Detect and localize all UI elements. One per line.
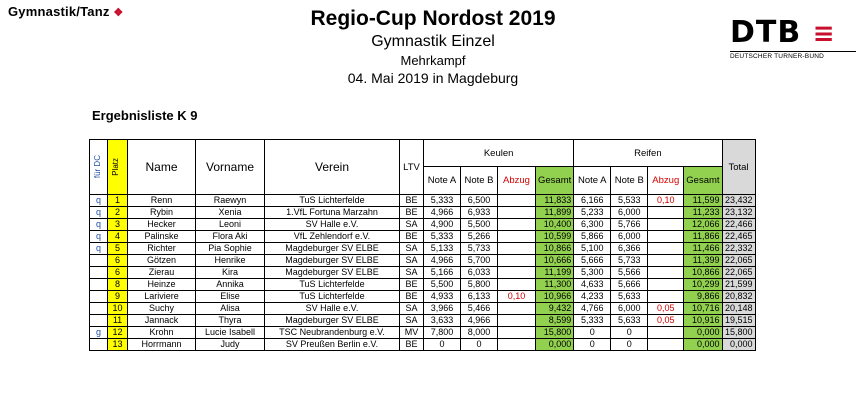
cell-k-abz — [498, 243, 536, 255]
cell-k-ges: 11,199 — [536, 267, 574, 279]
cell-dc: q — [90, 219, 108, 231]
dtb-logo-tagline: DEUTSCHER TURNER-BUND — [730, 51, 856, 60]
cell-k-b: 5,733 — [461, 243, 498, 255]
cell-k-abz — [498, 267, 536, 279]
cell-k-b: 6,133 — [461, 291, 498, 303]
col-header-verein: Verein — [265, 140, 400, 195]
cell-r-a: 5,233 — [574, 207, 611, 219]
cell-k-abz — [498, 303, 536, 315]
cell-k-abz — [498, 219, 536, 231]
cell-total: 21,599 — [722, 279, 755, 291]
cell-r-ges: 11,233 — [684, 207, 722, 219]
cell-k-a: 5,333 — [424, 195, 461, 207]
cell-k-a: 5,166 — [424, 267, 461, 279]
cell-r-abz — [648, 219, 684, 231]
cell-platz: 11 — [108, 315, 128, 327]
cell-k-b: 0 — [461, 339, 498, 351]
cell-total: 15,800 — [722, 327, 755, 339]
col-header-keulen: Keulen — [424, 140, 574, 167]
cell-name: Hecker — [128, 219, 196, 231]
cell-k-b: 5,500 — [461, 219, 498, 231]
cell-k-ges: 10,966 — [536, 291, 574, 303]
cell-r-abz — [648, 243, 684, 255]
table-row — [90, 219, 756, 231]
col-header-keulen-abzug: Abzug — [498, 167, 536, 195]
col-header-reifen: Reifen — [574, 140, 722, 167]
cell-verein: TuS Lichterfelde — [265, 291, 400, 303]
cell-verein: SV Preußen Berlin e.V. — [265, 339, 400, 351]
cell-r-ges: 10,866 — [684, 267, 722, 279]
cell-r-abz — [648, 339, 684, 351]
cell-platz: 10 — [108, 303, 128, 315]
cell-r-abz — [648, 327, 684, 339]
cell-name: Zierau — [128, 267, 196, 279]
cell-r-b: 6,000 — [611, 207, 648, 219]
col-header-total: Total — [722, 140, 755, 195]
cell-platz: 4 — [108, 231, 128, 243]
cell-r-b: 5,633 — [611, 291, 648, 303]
results-body — [90, 195, 756, 351]
cell-r-a: 6,166 — [574, 195, 611, 207]
cell-k-abz — [498, 255, 536, 267]
cell-r-ges: 10,716 — [684, 303, 722, 315]
cell-name: Suchy — [128, 303, 196, 315]
cell-r-abz: 0,05 — [648, 315, 684, 327]
cell-k-a: 0 — [424, 339, 461, 351]
cell-dc — [90, 339, 108, 351]
cell-r-a: 5,666 — [574, 255, 611, 267]
cell-k-b: 5,700 — [461, 255, 498, 267]
col-header-keulen-note-b: Note B — [461, 167, 498, 195]
col-header-reifen-gesamt: Gesamt — [684, 167, 722, 195]
cell-ltv: SA — [400, 255, 424, 267]
cell-r-ges: 11,466 — [684, 243, 722, 255]
cell-r-ges: 10,299 — [684, 279, 722, 291]
cell-name: Renn — [128, 195, 196, 207]
cell-k-ges: 10,666 — [536, 255, 574, 267]
cell-dc — [90, 291, 108, 303]
cell-ltv: SA — [400, 243, 424, 255]
cell-r-a: 5,300 — [574, 267, 611, 279]
cell-name: Jannack — [128, 315, 196, 327]
cell-name: Palinske — [128, 231, 196, 243]
cell-r-a: 5,100 — [574, 243, 611, 255]
cell-k-a: 5,500 — [424, 279, 461, 291]
cell-ltv: BE — [400, 231, 424, 243]
col-header-name: Name — [128, 140, 196, 195]
col-header-vorname: Vorname — [196, 140, 265, 195]
cell-vorname: Judy — [196, 339, 265, 351]
cell-k-a: 4,966 — [424, 255, 461, 267]
cell-total: 22,332 — [722, 243, 755, 255]
cell-verein: Magdeburger SV ELBE — [265, 315, 400, 327]
cell-k-a: 4,900 — [424, 219, 461, 231]
cell-vorname: Henrike — [196, 255, 265, 267]
cell-r-a: 0 — [574, 327, 611, 339]
cell-k-ges: 15,800 — [536, 327, 574, 339]
cell-verein: TuS Lichterfelde — [265, 195, 400, 207]
cell-total: 23,432 — [722, 195, 755, 207]
cell-r-a: 5,333 — [574, 315, 611, 327]
cell-r-abz: 0,05 — [648, 303, 684, 315]
cell-r-ges: 0,000 — [684, 339, 722, 351]
table-row — [90, 195, 756, 207]
cell-k-ges: 8,599 — [536, 315, 574, 327]
cell-total: 22,065 — [722, 267, 755, 279]
cell-platz: 3 — [108, 219, 128, 231]
cell-r-b: 6,366 — [611, 243, 648, 255]
cell-total: 0,000 — [722, 339, 755, 351]
cell-dc: g — [90, 327, 108, 339]
cell-k-ges: 10,866 — [536, 243, 574, 255]
cell-vorname: Pia Sophie — [196, 243, 265, 255]
cell-verein: SV Halle e.V. — [265, 219, 400, 231]
cell-vorname: Raewyn — [196, 195, 265, 207]
cell-r-abz — [648, 279, 684, 291]
page-subtitle: Gymnastik Einzel — [371, 33, 495, 50]
cell-platz: 6 — [108, 255, 128, 267]
cell-vorname: Xenia — [196, 207, 265, 219]
cell-k-ges: 10,599 — [536, 231, 574, 243]
cell-ltv: SA — [400, 219, 424, 231]
cell-k-ges: 11,899 — [536, 207, 574, 219]
discipline-label: Mehrkampf — [400, 53, 466, 68]
cell-vorname: Alisa — [196, 303, 265, 315]
dtb-logo-bars-icon: ≡ — [812, 19, 836, 49]
cell-k-b: 6,033 — [461, 267, 498, 279]
cell-ltv: SA — [400, 267, 424, 279]
cell-verein: SV Halle e.V. — [265, 303, 400, 315]
cell-verein: Magdeburger SV ELBE — [265, 267, 400, 279]
cell-k-ges: 11,300 — [536, 279, 574, 291]
cell-ltv: SA — [400, 315, 424, 327]
cell-ltv: SA — [400, 303, 424, 315]
table-row — [90, 279, 756, 291]
cell-dc — [90, 255, 108, 267]
cell-dc — [90, 279, 108, 291]
cell-k-ges: 11,833 — [536, 195, 574, 207]
cell-platz: 8 — [108, 279, 128, 291]
cell-r-ges: 0,000 — [684, 327, 722, 339]
cell-verein: Magdeburger SV ELBE — [265, 243, 400, 255]
table-row — [90, 291, 756, 303]
table-row — [90, 267, 756, 279]
cell-k-ges: 10,400 — [536, 219, 574, 231]
cell-ltv: MV — [400, 327, 424, 339]
cell-r-ges: 11,866 — [684, 231, 722, 243]
cell-r-b: 5,766 — [611, 219, 648, 231]
cell-r-abz — [648, 231, 684, 243]
cell-k-abz — [498, 231, 536, 243]
table-row — [90, 243, 756, 255]
cell-k-b: 4,966 — [461, 315, 498, 327]
cell-r-abz: 0,10 — [648, 195, 684, 207]
cell-r-a: 4,233 — [574, 291, 611, 303]
cell-k-abz — [498, 279, 536, 291]
cell-ltv: BE — [400, 279, 424, 291]
cell-dc: q — [90, 231, 108, 243]
cell-k-b: 8,000 — [461, 327, 498, 339]
cell-k-a: 5,333 — [424, 231, 461, 243]
cell-k-ges: 0,000 — [536, 339, 574, 351]
cell-k-abz — [498, 207, 536, 219]
cell-r-a: 6,300 — [574, 219, 611, 231]
cell-total: 20,832 — [722, 291, 755, 303]
cell-r-abz — [648, 291, 684, 303]
cell-r-ges: 11,399 — [684, 255, 722, 267]
cell-vorname: Annika — [196, 279, 265, 291]
event-date-location: 04. Mai 2019 in Magdeburg — [347, 70, 519, 86]
table-row — [90, 315, 756, 327]
cell-platz: 1 — [108, 195, 128, 207]
cell-k-a: 7,800 — [424, 327, 461, 339]
col-header-keulen-gesamt: Gesamt — [536, 167, 574, 195]
cell-dc: q — [90, 243, 108, 255]
cell-verein: TSC Neubrandenburg e.V. — [265, 327, 400, 339]
cell-r-abz — [648, 267, 684, 279]
cell-verein: TuS Lichterfelde — [265, 279, 400, 291]
cell-total: 22,065 — [722, 255, 755, 267]
cell-k-abz — [498, 327, 536, 339]
cell-name: Krohn — [128, 327, 196, 339]
cell-vorname: Lucie Isabell — [196, 327, 265, 339]
cell-dc — [90, 315, 108, 327]
table-row — [90, 231, 756, 243]
cell-ltv: BE — [400, 207, 424, 219]
cell-vorname: Kira — [196, 267, 265, 279]
cell-vorname: Thyra — [196, 315, 265, 327]
cell-ltv: BE — [400, 195, 424, 207]
cell-platz: 5 — [108, 243, 128, 255]
result-list-title: Ergebnisliste K 9 — [92, 108, 198, 123]
cell-k-abz — [498, 195, 536, 207]
col-header-reifen-note-a: Note A — [574, 167, 611, 195]
col-header-ltv: LTV — [400, 140, 424, 195]
cell-total: 19,515 — [722, 315, 755, 327]
cell-r-ges: 9,866 — [684, 291, 722, 303]
brand-mark-icon: ❖ — [113, 7, 124, 19]
cell-vorname: Elise — [196, 291, 265, 303]
col-header-platz: Platz — [108, 140, 128, 195]
cell-verein: Magdeburger SV ELBE — [265, 255, 400, 267]
table-row — [90, 327, 756, 339]
col-header-keulen-note-a: Note A — [424, 167, 461, 195]
cell-k-abz: 0,10 — [498, 291, 536, 303]
cell-ltv: BE — [400, 291, 424, 303]
cell-k-abz — [498, 339, 536, 351]
cell-vorname: Leoni — [196, 219, 265, 231]
cell-r-a: 5,866 — [574, 231, 611, 243]
cell-r-ges: 11,599 — [684, 195, 722, 207]
col-header-reifen-note-b: Note B — [611, 167, 648, 195]
cell-total: 23,132 — [722, 207, 755, 219]
cell-r-b: 5,566 — [611, 267, 648, 279]
cell-total: 22,466 — [722, 219, 755, 231]
table-row — [90, 255, 756, 267]
cell-vorname: Flora Aki — [196, 231, 265, 243]
cell-name: Lariviere — [128, 291, 196, 303]
cell-platz: 9 — [108, 291, 128, 303]
cell-dc: q — [90, 195, 108, 207]
cell-r-ges: 12,066 — [684, 219, 722, 231]
cell-k-a: 3,633 — [424, 315, 461, 327]
dtb-logo — [730, 15, 856, 60]
col-header-dc: für DC — [90, 140, 108, 195]
cell-r-ges: 10,916 — [684, 315, 722, 327]
cell-k-ges: 9,432 — [536, 303, 574, 315]
cell-platz: 13 — [108, 339, 128, 351]
cell-r-abz — [648, 255, 684, 267]
cell-k-b: 6,500 — [461, 195, 498, 207]
cell-r-b: 5,533 — [611, 195, 648, 207]
cell-dc — [90, 303, 108, 315]
cell-r-b: 5,666 — [611, 279, 648, 291]
cell-dc — [90, 267, 108, 279]
cell-r-a: 4,633 — [574, 279, 611, 291]
cell-name: Götzen — [128, 255, 196, 267]
cell-ltv: BE — [400, 339, 424, 351]
cell-k-a: 4,966 — [424, 207, 461, 219]
cell-r-b: 6,000 — [611, 303, 648, 315]
cell-k-b: 6,933 — [461, 207, 498, 219]
cell-k-a: 5,133 — [424, 243, 461, 255]
cell-platz: 12 — [108, 327, 128, 339]
cell-k-a: 4,933 — [424, 291, 461, 303]
col-header-reifen-abzug: Abzug — [648, 167, 684, 195]
cell-k-abz — [498, 315, 536, 327]
cell-verein: 1.VfL Fortuna Marzahn — [265, 207, 400, 219]
cell-r-b: 5,633 — [611, 315, 648, 327]
cell-verein: VfL Zehlendorf e.V. — [265, 231, 400, 243]
cell-k-b: 5,266 — [461, 231, 498, 243]
table-row — [90, 303, 756, 315]
cell-r-a: 4,766 — [574, 303, 611, 315]
cell-r-b: 6,000 — [611, 231, 648, 243]
cell-platz: 6 — [108, 267, 128, 279]
cell-name: Heinze — [128, 279, 196, 291]
cell-k-a: 3,966 — [424, 303, 461, 315]
table-row — [90, 207, 756, 219]
cell-name: Richter — [128, 243, 196, 255]
cell-r-b: 5,733 — [611, 255, 648, 267]
cell-k-b: 5,466 — [461, 303, 498, 315]
brand-text: Gymnastik/Tanz — [8, 4, 110, 19]
cell-platz: 2 — [108, 207, 128, 219]
cell-r-b: 0 — [611, 327, 648, 339]
cell-total: 22,465 — [722, 231, 755, 243]
cell-r-abz — [648, 207, 684, 219]
cell-name: Horrmann — [128, 339, 196, 351]
dtb-logo-word: DTB — [730, 15, 802, 50]
table-row — [90, 339, 756, 351]
cell-k-b: 5,800 — [461, 279, 498, 291]
results-table — [89, 139, 756, 351]
cell-total: 20,148 — [722, 303, 755, 315]
cell-name: Rybin — [128, 207, 196, 219]
cell-r-b: 0 — [611, 339, 648, 351]
cell-dc: q — [90, 207, 108, 219]
page-title: Regio-Cup Nordost 2019 — [310, 7, 556, 30]
cell-r-a: 0 — [574, 339, 611, 351]
